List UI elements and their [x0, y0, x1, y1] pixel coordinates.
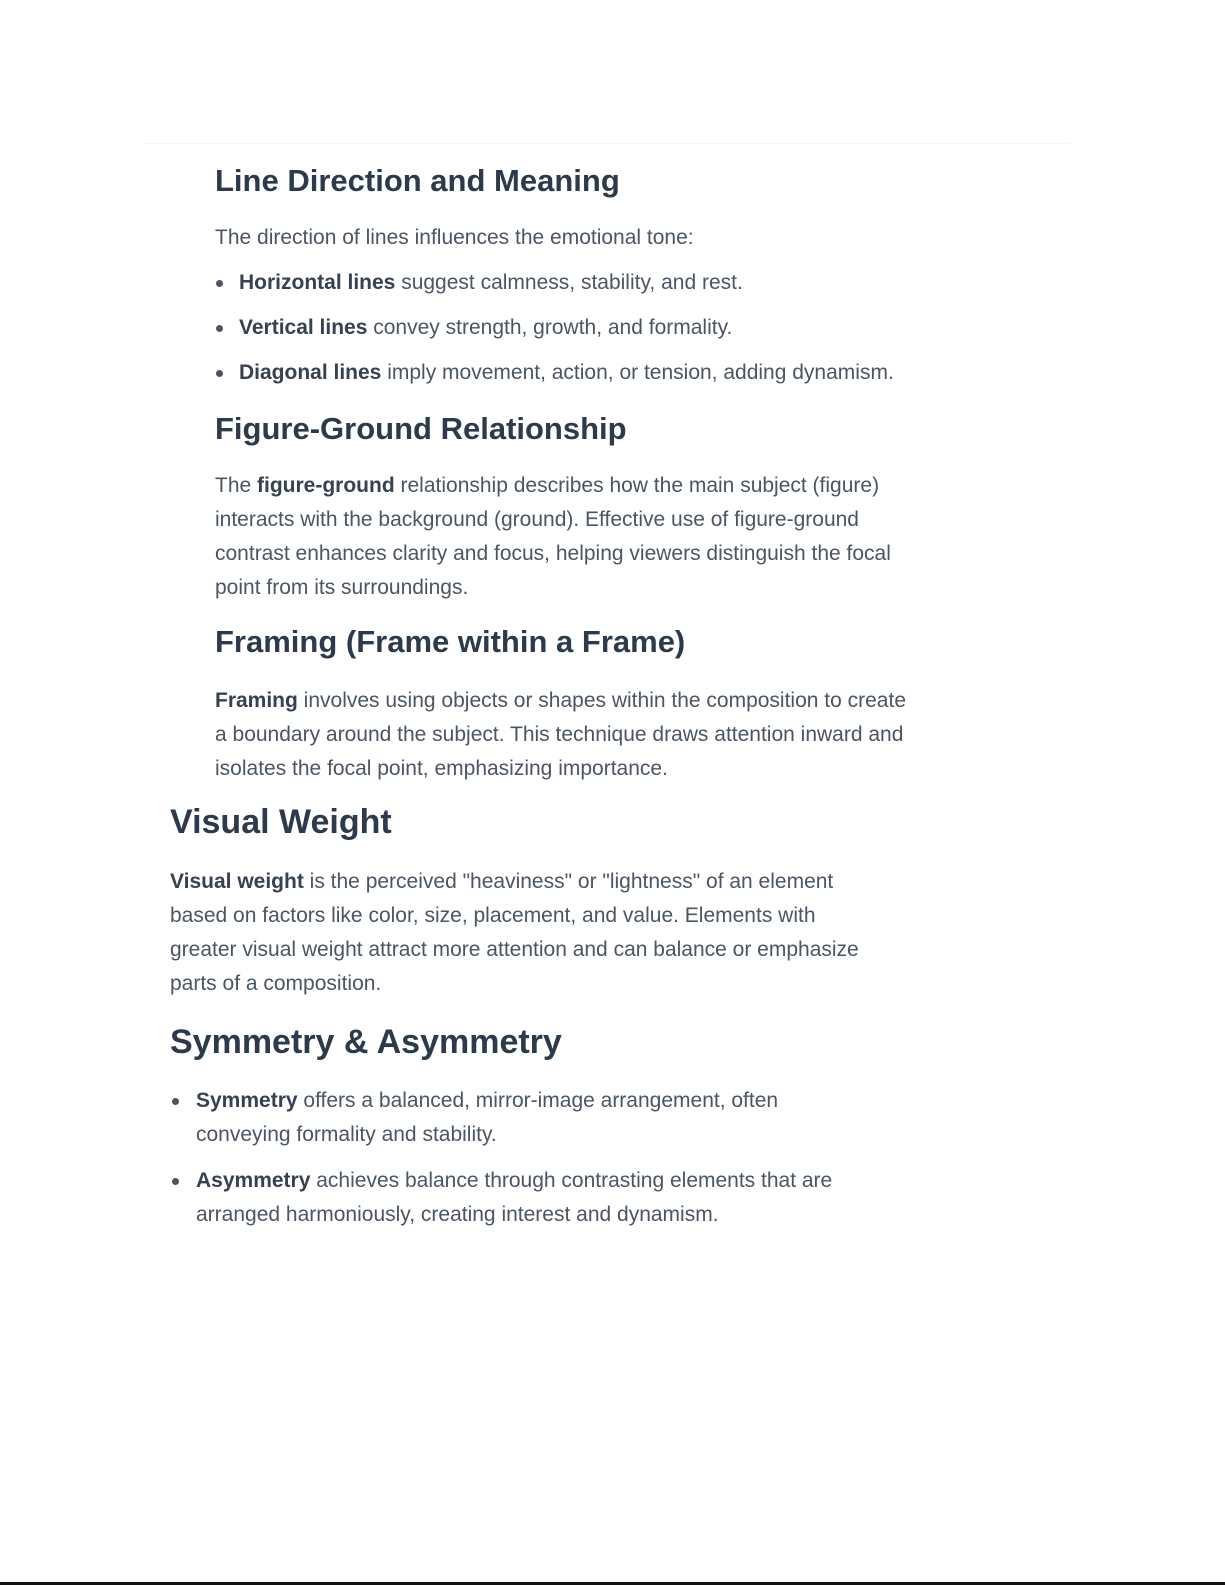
paragraph-text: greater visual weight attract more attention and can balance or emphasize — [170, 938, 859, 961]
term-asymmetry: Asymmetry — [196, 1169, 311, 1192]
bullet-icon — [216, 370, 223, 377]
bullet-icon — [172, 1178, 179, 1185]
term-horizontal-lines: Horizontal lines — [239, 271, 396, 294]
item-text: conveying formality and stability. — [196, 1123, 497, 1146]
list-item-vertical — [239, 311, 732, 345]
framing-paragraph — [215, 684, 1015, 786]
item-text: arranged harmoniously, creating interest and dynamism. — [196, 1203, 719, 1226]
list-item-diagonal — [239, 356, 894, 390]
list-item-horizontal — [239, 266, 743, 300]
figure-ground-paragraph — [215, 469, 1015, 605]
paragraph-text: The — [215, 474, 258, 497]
list-item-asymmetry — [196, 1164, 996, 1232]
paragraph-text: involves using objects or shapes within the composition to create — [297, 689, 907, 712]
item-text: convey strength, growth, and formality. — [367, 316, 733, 339]
term-symmetry: Symmetry — [196, 1089, 298, 1112]
paragraph-text: contrast enhances clarity and focus, helping viewers distinguish the focal — [215, 542, 891, 565]
heading-visual-weight: Visual Weight — [170, 803, 392, 841]
line-direction-intro: The direction of lines influences the emotional tone: — [215, 226, 694, 249]
paragraph-text: is the perceived "heaviness" or "lightness" of an element — [303, 870, 834, 893]
heading-symmetry: Symmetry & Asymmetry — [170, 1023, 562, 1061]
top-divider — [145, 143, 1070, 144]
paragraph-text: relationship describes how the main subject (figure) — [394, 474, 880, 497]
item-text: imply movement, action, or tension, adding dynamism. — [381, 361, 894, 384]
bullet-icon — [172, 1098, 179, 1105]
term-diagonal-lines: Diagonal lines — [239, 361, 382, 384]
paragraph-text: interacts with the background (ground). Effective use of figure-ground — [215, 508, 859, 531]
item-text: achieves balance through contrasting elements that are — [310, 1169, 833, 1192]
list-item-symmetry — [196, 1084, 996, 1152]
term-figure-ground: figure-ground — [257, 474, 395, 497]
paragraph-text: parts of a composition. — [170, 972, 382, 995]
heading-framing: Framing (Frame within a Frame) — [215, 624, 686, 659]
item-text: offers a balanced, mirror-image arrangement, often — [297, 1089, 779, 1112]
paragraph-text: point from its surroundings. — [215, 576, 469, 599]
item-text: suggest calmness, stability, and rest. — [395, 271, 743, 294]
heading-line-direction: Line Direction and Meaning — [215, 163, 620, 198]
visual-weight-paragraph — [170, 865, 990, 1001]
term-vertical-lines: Vertical lines — [239, 316, 368, 339]
term-visual-weight: Visual weight — [170, 870, 304, 893]
paragraph-text: based on factors like color, size, placement, and value. Elements with — [170, 904, 816, 927]
heading-figure-ground: Figure-Ground Relationship — [215, 411, 627, 446]
bullet-icon — [216, 325, 223, 332]
term-framing: Framing — [215, 689, 298, 712]
bullet-icon — [216, 280, 223, 287]
paragraph-text: isolates the focal point, emphasizing importance. — [215, 757, 668, 780]
paragraph-text: a boundary around the subject. This technique draws attention inward and — [215, 723, 904, 746]
